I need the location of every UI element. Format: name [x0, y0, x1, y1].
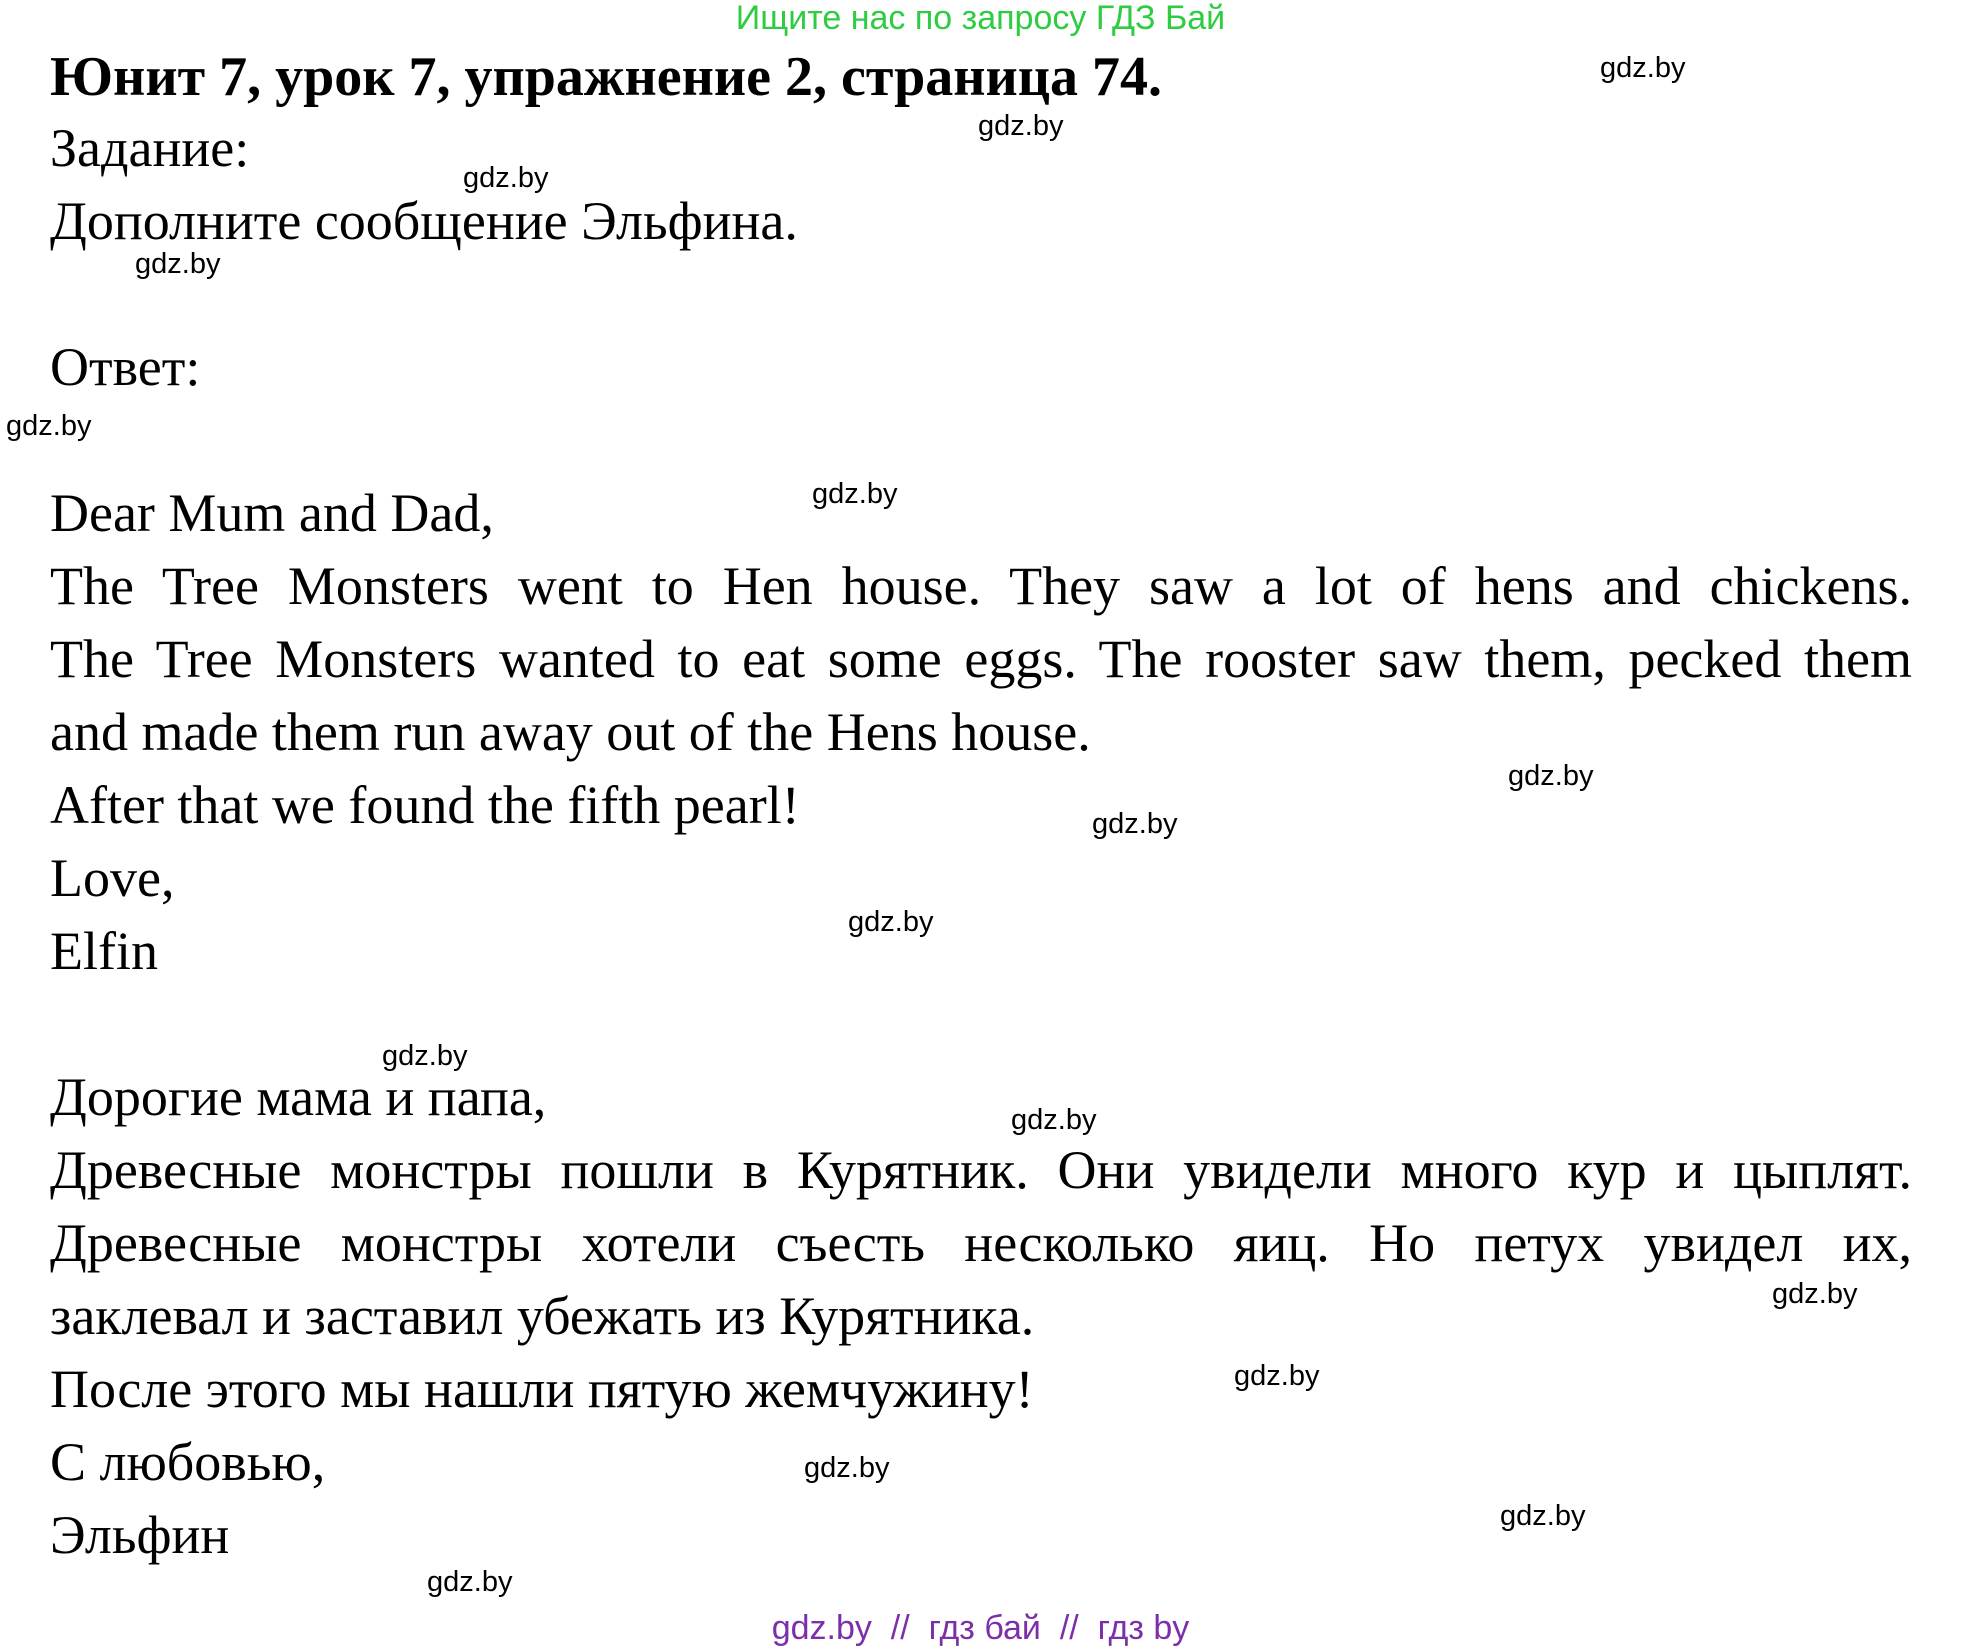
watermark: gdz.by: [463, 162, 549, 194]
russian-line: Древесные монстры пошли в Курятник. Они увидели много кур и цыплят.: [50, 1140, 1912, 1200]
english-line: and made them run away out of the Hens house.: [50, 702, 1091, 762]
document-body: [50, 42, 1912, 1572]
task-text: Дополните сообщение Эльфина.: [50, 191, 798, 251]
english-greeting: Dear Mum and Dad,: [50, 483, 494, 543]
watermark: gdz.by: [848, 906, 934, 938]
russian-greeting: Дорогие мама и папа,: [50, 1067, 547, 1127]
top-banner: Ищите нас по запросу ГДЗ Бай: [735, 0, 1226, 37]
russian-line: Древесные монстры хотели съесть несколько яиц. Но петух увидел их,: [50, 1213, 1912, 1273]
russian-line: После этого мы нашли пятую жемчужину!: [50, 1359, 1034, 1419]
english-line: The Tree Monsters went to Hen house. They saw a lot of hens and chickens.: [50, 556, 1912, 616]
page-title: Юнит 7, урок 7, упражнение 2, страница 74.: [50, 46, 1163, 108]
russian-closing: С любовью,: [50, 1432, 326, 1492]
english-line: The Tree Monsters wanted to eat some eggs. The rooster saw them, pecked them: [50, 629, 1912, 689]
english-line: After that we found the fifth pearl!: [50, 775, 800, 835]
watermark: gdz.by: [804, 1452, 890, 1484]
watermark: gdz.by: [382, 1040, 468, 1072]
task-label: Задание:: [50, 118, 250, 178]
watermark: gdz.by: [1011, 1104, 1097, 1136]
watermark: gdz.by: [1092, 808, 1178, 840]
watermark: gdz.by: [1508, 760, 1594, 792]
english-letter: [50, 477, 1912, 988]
watermark: gdz.by: [1234, 1360, 1320, 1392]
watermark: gdz.by: [978, 110, 1064, 142]
watermark: gdz.by: [6, 410, 92, 442]
watermark: gdz.by: [1500, 1500, 1586, 1532]
russian-signature: Эльфин: [50, 1505, 230, 1565]
footer-links: gdz.by // гдз бай // гдз by: [771, 1609, 1190, 1647]
watermark: gdz.by: [135, 248, 221, 280]
watermark: gdz.by: [812, 478, 898, 510]
watermark: gdz.by: [1772, 1278, 1858, 1310]
russian-letter: [50, 1061, 1912, 1572]
english-closing: Love,: [50, 848, 175, 908]
english-signature: Elfin: [50, 921, 158, 981]
answer-label: Ответ:: [50, 337, 201, 397]
watermark: gdz.by: [1600, 52, 1686, 84]
watermark: gdz.by: [427, 1566, 513, 1598]
russian-line: заклевал и заставил убежать из Курятника.: [50, 1286, 1035, 1346]
